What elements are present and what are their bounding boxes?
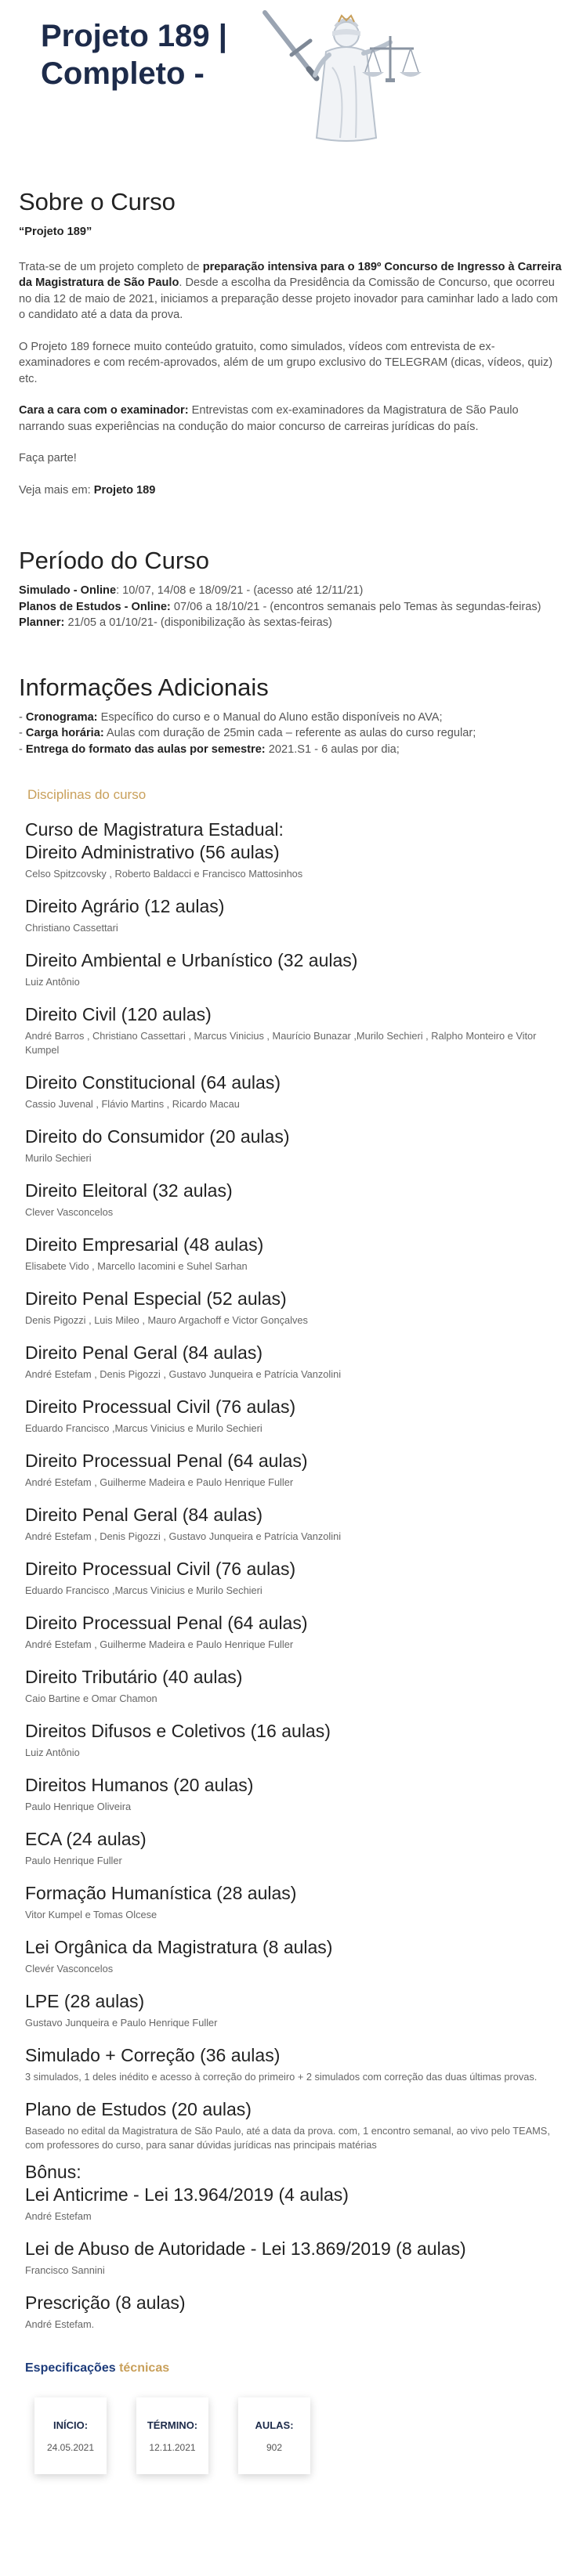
info-section (19, 674, 564, 758)
subject-name: Direitos Difusos e Coletivos (16 aulas) (25, 1721, 331, 1741)
subject-teachers: Paulo Henrique Fuller (25, 1855, 122, 1866)
lady-justice-icon (254, 5, 434, 143)
subject-teachers: Baseado no edital da Magistratura de São Paulo, até a data da prova. com, 1 encontro semanal, ao vivo pelo TEAMS, com professores do curso, para sanar dúvidas jurídicas nas principais matérias (25, 2125, 550, 2151)
subject-item (19, 1003, 564, 1057)
subject-item (19, 2237, 564, 2278)
subject-name: Lei de Abuso de Autoridade - Lei 13.869/2019 (8 aulas) (25, 2238, 466, 2259)
subject-item (19, 2291, 564, 2332)
subject-teachers: André Estefam (25, 2210, 92, 2222)
subject-item (19, 840, 564, 881)
period-line-planos: Planos de Estudos - Online: 07/06 a 18/10/21 - (encontros semanais pelo Temas às segundas-feiras) (19, 600, 541, 613)
period-section (19, 547, 564, 631)
subject-item (19, 1341, 564, 1382)
subject-teachers: Denis Pigozzi , Luis Mileo , Mauro Argachoff e Victor Gonçalves (25, 1314, 308, 1326)
subject-teachers: 3 simulados, 1 deles inédito e acesso à correção do primeiro + 2 simulados com correção das duas últimas provas. (25, 2071, 538, 2083)
subject-name: Formação Humanística (28 aulas) (25, 1883, 297, 1903)
about-section (19, 188, 564, 498)
spec-lessons-value: 902 (266, 2441, 283, 2453)
subject-name: Direito Penal Especial (52 aulas) (25, 1288, 287, 1309)
spec-card-start (34, 2397, 107, 2474)
project-link[interactable]: Projeto 189 (93, 483, 156, 497)
subject-name: ECA (24 aulas) (25, 1829, 147, 1849)
info-line-cronograma: - Cronograma: Específico do curso e o Manual do Aluno estão disponíveis no AVA; (19, 710, 443, 724)
page-title: Projeto 189 | Completo - (41, 19, 227, 91)
category-title-magistratura: Curso de Magistratura Estadual: (25, 819, 284, 840)
about-paragraph-2: O Projeto 189 fornece muito conteúdo gratuito, como simulados, vídeos com entrevista de ex-examinadores e com recém-aprovados, além de um grupo exclusivo do TELEGRAM (dicas, vídeos, quiz) etc. (19, 340, 553, 385)
subject-item (19, 2183, 564, 2224)
period-line-planner: Planner: 21/05 a 01/10/21- (disponibilização às sextas-feiras) (19, 616, 332, 629)
spec-card-end (136, 2397, 208, 2474)
subject-teachers: Vitor Kumpel e Tomas Olcese (25, 1909, 158, 1920)
subject-item (19, 1611, 564, 1652)
subject-teachers: Elisabete Vido , Marcello Iacomini e Suhel Sarhan (25, 1260, 248, 1272)
subject-item (19, 1665, 564, 1706)
subject-name: Direito Empresarial (48 aulas) (25, 1234, 264, 1255)
subject-teachers: André Barros , Christiano Cassettari , Marcus Vinicius , Maurício Bunazar ,Murilo Sechieri , Ralpho Monteiro e Vitor Kumpel (25, 1030, 537, 1056)
subject-item (19, 1719, 564, 1760)
subject-teachers: Eduardo Francisco ,Marcus Vinicius e Murilo Sechieri (25, 1584, 263, 1596)
spec-start-label: INÍCIO: (53, 2419, 89, 2431)
subject-teachers: Clever Vasconcelos (25, 1206, 114, 1218)
spec-end-label: TÉRMINO: (147, 2419, 198, 2431)
subject-item (19, 1827, 564, 1868)
subject-name: Direito Constitucional (64 aulas) (25, 1072, 281, 1093)
subject-item (19, 894, 564, 935)
subject-teachers: André Estefam , Denis Pigozzi , Gustavo Junqueira e Patrícia Vanzolini (25, 1530, 342, 1542)
subject-teachers: André Estefam , Denis Pigozzi , Gustavo Junqueira e Patrícia Vanzolini (25, 1368, 342, 1380)
subject-name: Direito Agrário (12 aulas) (25, 896, 225, 916)
subject-name: Simulado + Correção (36 aulas) (25, 2045, 281, 2065)
subject-name: Direito Civil (120 aulas) (25, 1004, 212, 1024)
info-heading: Informações Adicionais (19, 673, 269, 701)
subject-item (19, 1287, 564, 1328)
subject-item (19, 948, 564, 989)
subject-teachers: Christiano Cassettari (25, 922, 118, 934)
subject-item (19, 1125, 564, 1165)
bonus-list (19, 2183, 564, 2332)
hero (19, 0, 564, 149)
specs-section (19, 2361, 564, 2521)
subject-name: Direito Processual Penal (64 aulas) (25, 1451, 308, 1471)
period-heading: Período do Curso (19, 547, 209, 574)
category-title-bonus: Bônus: (25, 2162, 81, 2182)
about-quote: “Projeto 189” (19, 226, 92, 238)
subject-name: Direito Tributário (40 aulas) (25, 1667, 243, 1687)
subject-teachers: Luiz Antônio (25, 1747, 80, 1758)
subject-item (19, 1071, 564, 1111)
spec-end-value: 12.11.2021 (149, 2441, 196, 2453)
subject-item (19, 1503, 564, 1544)
subject-item (19, 1773, 564, 1814)
subject-name: Direito Penal Geral (84 aulas) (25, 1342, 263, 1363)
subject-name: Direito do Consumidor (20 aulas) (25, 1126, 290, 1147)
spec-lessons-label: AULAS: (255, 2419, 294, 2431)
spec-card-lessons (238, 2397, 310, 2474)
subject-teachers: Paulo Henrique Oliveira (25, 1801, 132, 1812)
subject-name: Direito Processual Penal (64 aulas) (25, 1613, 308, 1633)
subject-teachers: Clevér Vasconcelos (25, 1963, 114, 1974)
subject-name: Direito Processual Civil (76 aulas) (25, 1396, 296, 1417)
about-heading: Sobre o Curso (19, 188, 176, 215)
subject-item (19, 1449, 564, 1490)
about-paragraph-4: Faça parte! (19, 452, 77, 464)
subject-teachers: Caio Bartine e Omar Chamon (25, 1693, 158, 1704)
subject-item (19, 1881, 564, 1922)
specs-row (25, 2397, 564, 2474)
subject-teachers: Francisco Sannini (25, 2264, 105, 2276)
subject-name: Direito Eleitoral (32 aulas) (25, 1180, 233, 1201)
subject-name: Lei Anticrime - Lei 13.964/2019 (4 aulas) (25, 2184, 349, 2205)
subject-name: LPE (28 aulas) (25, 1991, 145, 2011)
subject-item (19, 2097, 564, 2152)
disciplines-section (19, 778, 564, 2332)
subject-name: Direitos Humanos (20 aulas) (25, 1775, 254, 1795)
info-line-entrega: - Entrega do formato das aulas por semestre: 2021.S1 - 6 aulas por dia; (19, 742, 400, 756)
about-paragraph-1: Trata-se de um projeto completo de preparação intensiva para o 189º Concurso de Ingresso à Carreira da Magistratura de São Paulo. Desde a escolha da Presidência da Comissão de Concurso, que ocorreu no dia 12 de maio de 2021, iniciamos a preparação desse projeto inovador para caminhar lado a lado com o candidato até a data da prova. (19, 260, 562, 321)
subject-teachers: Luiz Antônio (25, 976, 80, 988)
subject-item (19, 1179, 564, 1219)
subjects-list (19, 840, 564, 2152)
subject-name: Direito Ambiental e Urbanístico (32 aulas) (25, 950, 358, 970)
subject-item (19, 1935, 564, 1976)
spec-start-value: 24.05.2021 (46, 2441, 95, 2453)
subject-name: Direito Penal Geral (84 aulas) (25, 1505, 263, 1525)
subject-item (19, 1989, 564, 2030)
subject-name: Direito Administrativo (56 aulas) (25, 842, 280, 862)
subject-item (19, 1395, 564, 1436)
subject-item (19, 1233, 564, 1274)
subject-teachers: André Estefam. (25, 2318, 95, 2330)
info-line-carga: - Carga horária: Aulas com duração de 25min cada – referente as aulas do curso regular; (19, 727, 476, 739)
specs-title: Especificações técnicas (25, 2361, 170, 2375)
about-see-more: Veja mais em: Projeto 189 (19, 483, 156, 497)
subject-teachers: Gustavo Junqueira e Paulo Henrique Fuller (25, 2017, 218, 2029)
subject-name: Plano de Estudos (20 aulas) (25, 2099, 252, 2119)
disciplines-heading: Disciplinas do curso (27, 787, 147, 802)
subject-item (19, 1557, 564, 1598)
subject-teachers: André Estefam , Guilherme Madeira e Paulo Henrique Fuller (25, 1476, 294, 1488)
period-line-simulado: Simulado - Online: 10/07, 14/08 e 18/09/21 - (acesso até 12/11/21) (19, 584, 364, 597)
subject-teachers: Celso Spitzcovsky , Roberto Baldacci e Francisco Mattosinhos (25, 868, 303, 880)
subject-teachers: Cassio Juvenal , Flávio Martins , Ricardo Macau (25, 1098, 240, 1110)
subject-name: Lei Orgânica da Magistratura (8 aulas) (25, 1937, 333, 1957)
subject-item (19, 2043, 564, 2084)
about-paragraph-3: Cara a cara com o examinador: Entrevistas com ex-examinadores da Magistratura de São Paulo narrando suas experiências na condução do maior concurso de carreiras jurídicas do país. (19, 404, 519, 433)
subject-teachers: Murilo Sechieri (25, 1152, 92, 1164)
subject-name: Prescrição (8 aulas) (25, 2292, 186, 2313)
subject-teachers: Eduardo Francisco ,Marcus Vinicius e Murilo Sechieri (25, 1422, 263, 1434)
subject-name: Direito Processual Civil (76 aulas) (25, 1559, 296, 1579)
subject-teachers: André Estefam , Guilherme Madeira e Paulo Henrique Fuller (25, 1638, 294, 1650)
